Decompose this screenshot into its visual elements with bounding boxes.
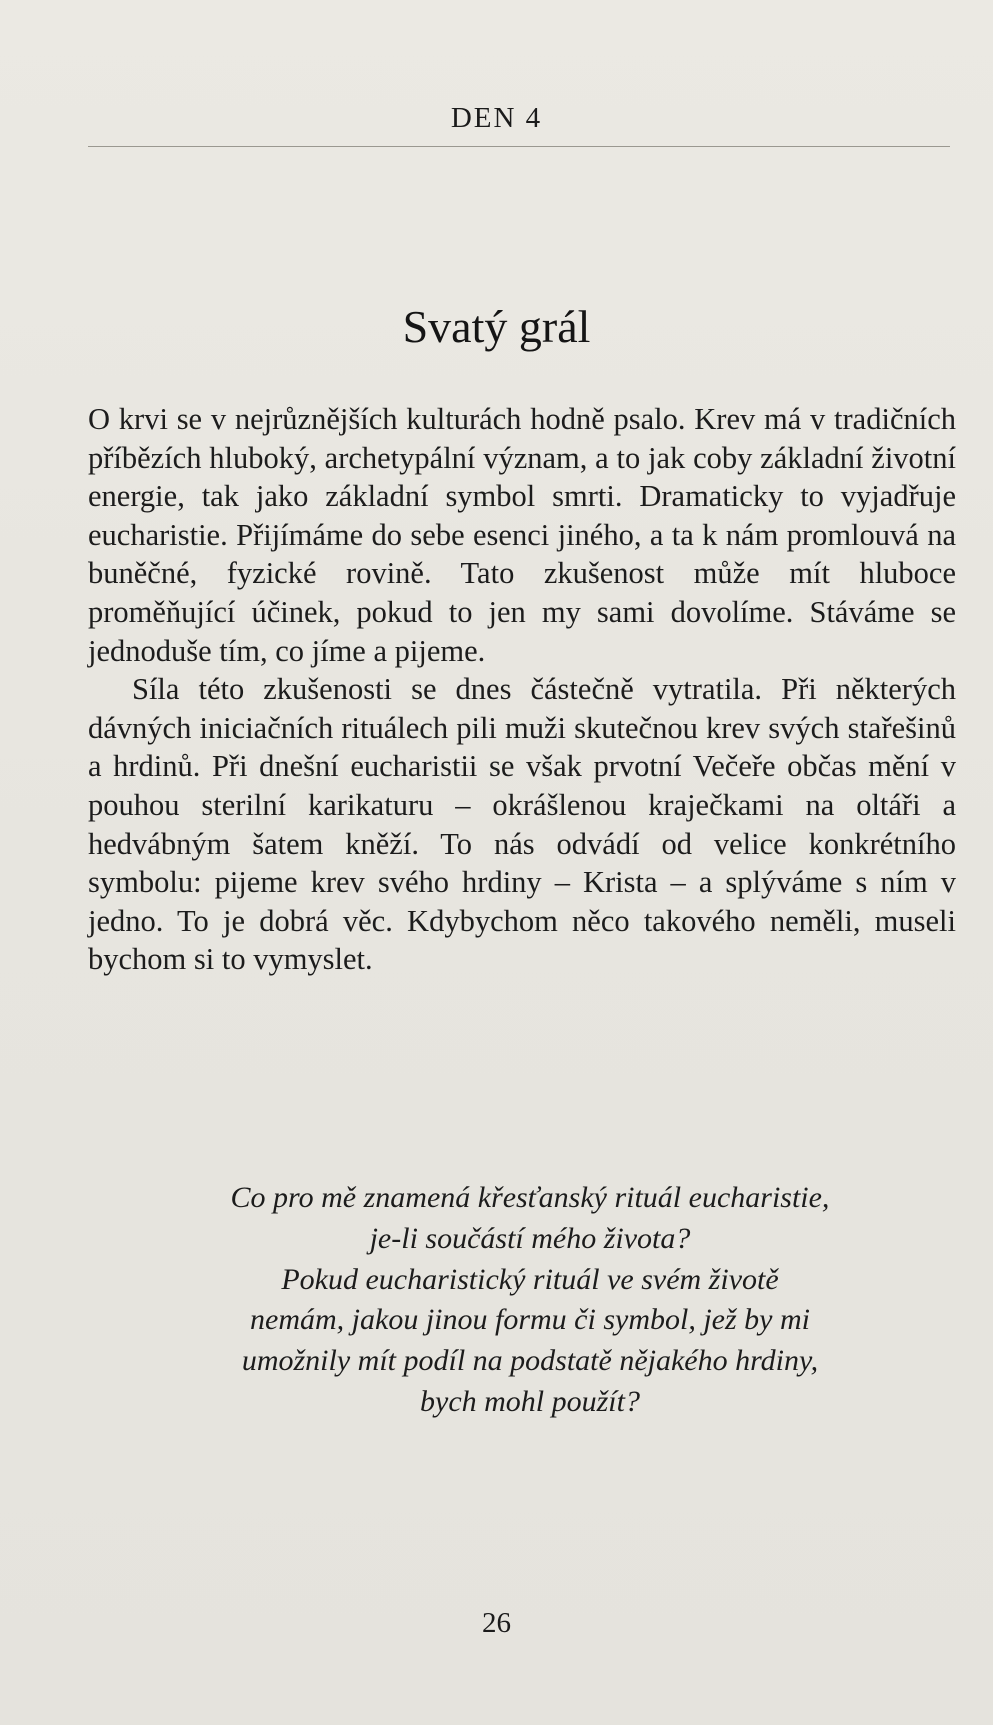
reflection-line: nemám, jakou jinou formu či symbol, jež by mi xyxy=(250,1303,810,1337)
chapter-title: Svatý grál xyxy=(402,301,591,352)
header-rule xyxy=(88,146,950,147)
paragraph-2: Síla této zkušenosti se dnes částečně vytratila. Při některých dávných iniciačních rituálech pili muži skutečnou krev svých stařešinů a hrdinů. Při dnešní eucharistii se však prvotní Večeře občas mění v pouhou sterilní karikaturu – okrášlenou kraječkami na oltáři a hedvábným šatem kněží. To nás odvádí od velice konkrétního symbolu: pijeme krev svého hrdiny – Krista – a splýváme s ním v jedno. To je dobrá věc. Kdybychom něco takového neměli, museli bychom si to vymyslet. xyxy=(88,672,956,977)
reflection-line: umožnily mít podíl na podstatě nějakého hrdiny, xyxy=(241,1344,819,1378)
page-number: 26 xyxy=(482,1607,511,1639)
running-head: DEN 4 xyxy=(450,102,543,134)
reflection-line: Co pro mě znamená křesťanský rituál eucharistie, xyxy=(230,1181,830,1214)
reflection-line: bych mohl použít? xyxy=(420,1384,640,1418)
reflection-line: Pokud eucharistický rituál ve svém životě xyxy=(281,1262,779,1296)
reflection-questions xyxy=(120,1178,940,1423)
body-text xyxy=(88,400,956,979)
paragraph-1: O krvi se v nejrůznějších kulturách hodně psalo. Krev má v tradičních příbězích hluboký, archetypální význam, a to jak coby základní životní energie, tak jako základní symbol smrti. Dramaticky to vyjadřuje eucharistie. Přijímáme do sebe esenci jiného, a ta k nám promlouvá na buněčné, fyzické rovině. Tato zkušenost může mít hluboce proměňující účinek, pokud to jen my sami dovolíme. Stáváme se jednoduše tím, co jíme a pijeme. xyxy=(88,402,956,668)
reflection-line: je-li součástí mého života? xyxy=(369,1221,691,1255)
